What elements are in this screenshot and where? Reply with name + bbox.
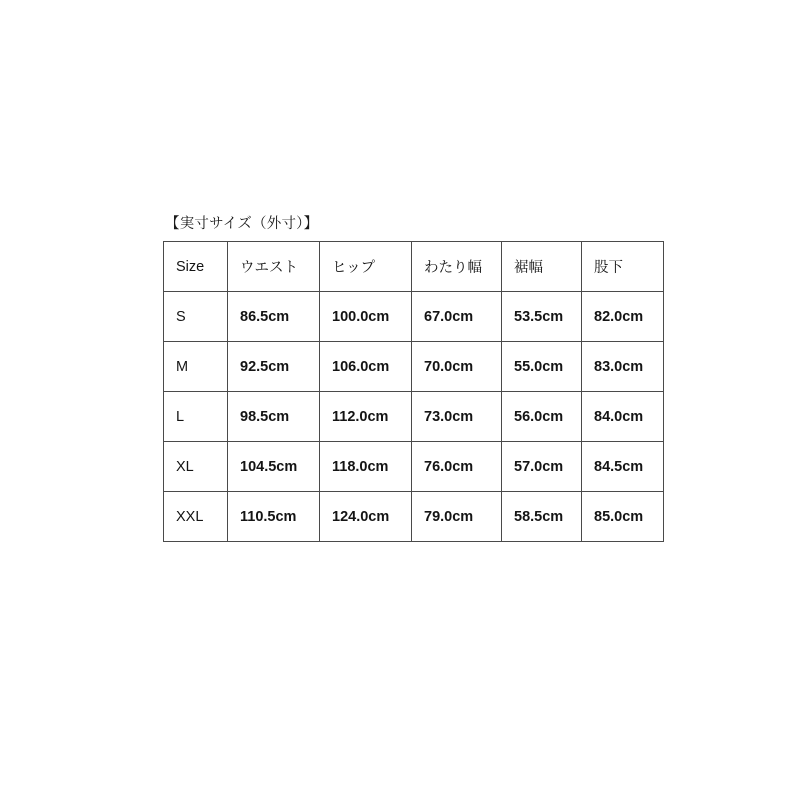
cell-waist: 104.5cm <box>228 442 320 492</box>
size-chart-title: 【実寸サイズ（外寸）】 <box>165 216 319 232</box>
cell-hem-width: 56.0cm <box>502 392 582 442</box>
cell-inseam: 83.0cm <box>582 342 664 392</box>
column-header-size: Size <box>164 242 228 292</box>
column-header-inseam: 股下 <box>582 242 664 292</box>
cell-waist: 98.5cm <box>228 392 320 442</box>
cell-hem-width: 57.0cm <box>502 442 582 492</box>
table-header <box>164 242 664 292</box>
table-row <box>164 342 664 392</box>
table-body <box>164 292 664 542</box>
cell-hip: 112.0cm <box>320 392 412 442</box>
cell-inseam: 85.0cm <box>582 492 664 542</box>
column-header-hip: ヒップ <box>320 242 412 292</box>
table-header-row <box>164 242 664 292</box>
cell-hem-width: 53.5cm <box>502 292 582 342</box>
column-header-waist: ウエスト <box>228 242 320 292</box>
table-row <box>164 492 664 542</box>
cell-thigh-width: 73.0cm <box>412 392 502 442</box>
cell-hem-width: 55.0cm <box>502 342 582 392</box>
cell-inseam: 84.5cm <box>582 442 664 492</box>
cell-hip: 118.0cm <box>320 442 412 492</box>
cell-hip: 106.0cm <box>320 342 412 392</box>
table-row <box>164 292 664 342</box>
cell-thigh-width: 67.0cm <box>412 292 502 342</box>
cell-hip: 100.0cm <box>320 292 412 342</box>
cell-hip: 124.0cm <box>320 492 412 542</box>
size-chart-table <box>163 241 664 542</box>
column-header-thigh-width: わたり幅 <box>412 242 502 292</box>
column-header-hem-width: 裾幅 <box>502 242 582 292</box>
cell-size: XXL <box>164 492 228 542</box>
cell-thigh-width: 79.0cm <box>412 492 502 542</box>
cell-waist: 110.5cm <box>228 492 320 542</box>
cell-inseam: 84.0cm <box>582 392 664 442</box>
table-row <box>164 392 664 442</box>
cell-size: L <box>164 392 228 442</box>
cell-size: M <box>164 342 228 392</box>
cell-size: XL <box>164 442 228 492</box>
cell-thigh-width: 70.0cm <box>412 342 502 392</box>
cell-hem-width: 58.5cm <box>502 492 582 542</box>
cell-inseam: 82.0cm <box>582 292 664 342</box>
cell-waist: 86.5cm <box>228 292 320 342</box>
table-row <box>164 442 664 492</box>
cell-size: S <box>164 292 228 342</box>
cell-thigh-width: 76.0cm <box>412 442 502 492</box>
cell-waist: 92.5cm <box>228 342 320 392</box>
size-chart-block <box>163 212 663 542</box>
